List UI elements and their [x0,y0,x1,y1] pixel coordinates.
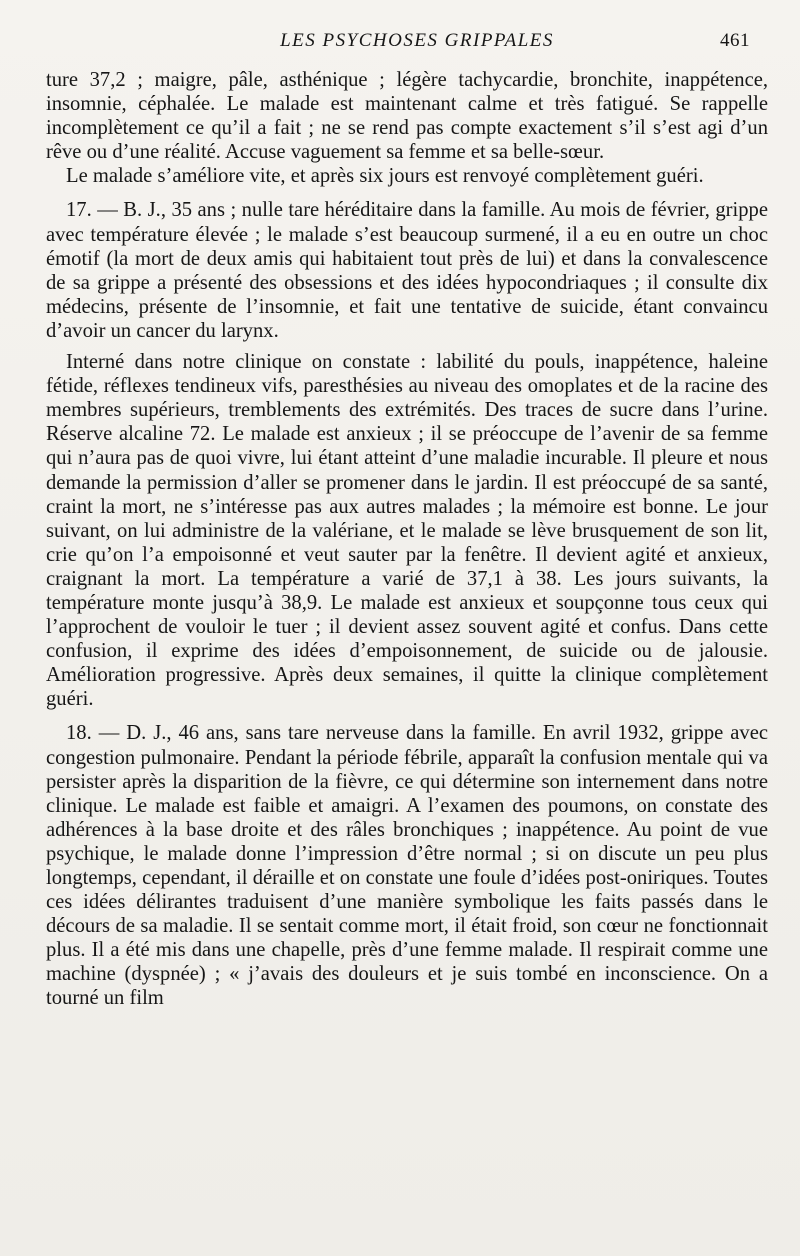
page-number: 461 [720,30,750,51]
paragraph-case-18: 18. — D. J., 46 ans, sans tare nerveuse dans la famille. En avril 1932, grippe avec congestion pulmonaire. Pendant la période fébrile, apparaît la confusion mentale qui va persister après la disparition de la fièvre, ce qui détermine son internement dans notre clinique. Le malade est faible et amaigri. A l’examen des poumons, on constate des adhérences à la base droite et des râles bronchiques ; inappétence. Au point de vue psychique, le malade donne l’impression d’être normal ; si on discute un peu plus longtemps, cependant, il déraille et on constate une foule d’idées post-oniriques. Toutes ces idées délirantes traduisent d’une manière symbolique les faits passés dans le décours de sa maladie. Il se sentait comme mort, il était froid, son cœur ne fonctionnait plus. Il a été mis dans une chapelle, près d’une femme malade. Il respirait comme une machine (dyspnée) ; « j’avais des douleurs et je suis tombé en inconscience. On a tourné un film [46,722,768,1010]
paragraph-continuation: ture 37,2 ; maigre, pâle, asthénique ; légère tachycardie, bronchite, inappétence, insomnie, céphalée. Le malade est maintenant calme et très fatigué. Se rappelle incomplètement ce qu’il a fait ; ne se rend pas compte exactement s’il s’est agi d’un rêve ou d’une réalité. Accuse vaguement sa femme et sa belle-sœur. [46,69,768,164]
running-head [46,30,768,60]
running-title: LES PSYCHOSES GRIPPALES [280,30,554,51]
paragraph-case-17: 17. — B. J., 35 ans ; nulle tare héréditaire dans la famille. Au mois de février, grippe avec température élevée ; le malade s’est beaucoup surmené, il a eu en outre un choc émotif (la mort de deux amis qui habitaient tout près de lui) et dans la convalescence de sa grippe a présenté des obsessions et des idées hypocondriaques ; il consulte dix médecins, présente de l’insomnie, et fait une tentative de suicide, étant convaincu d’avoir un cancer du larynx. [46,199,768,342]
paragraph-case-17-clinic: Interné dans notre clinique on constate : labilité du pouls, inappétence, haleine fétide, réflexes tendineux vifs, paresthésies au niveau des omoplates et de la racine des membres supérieurs, tremblements des extrémités. Des traces de sucre dans l’urine. Réserve alcaline 72. Le malade est anxieux ; il se préoccupe de l’avenir de sa femme qui n’aura pas de quoi vivre, lui étant atteint d’une maladie incurable. Il pleure et nous demande la permission d’aller se promener dans le jardin. Il est préoccupé de sa santé, craint la mort, ne s’intéresse pas aux autres malades ; la mémoire est bonne. Le jour suivant, on lui administre de la valériane, et le malade se lève brusquement de son lit, crie qu’on l’a empoisonné et veut sauter par la fenêtre. Il devient agité et anxieux, craignant la mort. La température a varié de 37,1 à 38. Les jours suivants, la température monte jusqu’à 38,9. Le malade est anxieux et soupçonne tous ceux qui l’approchent de vouloir le tuer ; il devient assez souvent agité et confus. Dans cette confusion, il exprime des idées d’empoisonnement, de suicide ou de jalousie. Amélioration progressive. Après deux semaines, il quitte la clinique complètement guéri. [46,351,768,711]
paragraph-recovery: Le malade s’améliore vite, et après six jours est renvoyé complètement guéri. [66,165,704,188]
body-text [46,68,768,1011]
